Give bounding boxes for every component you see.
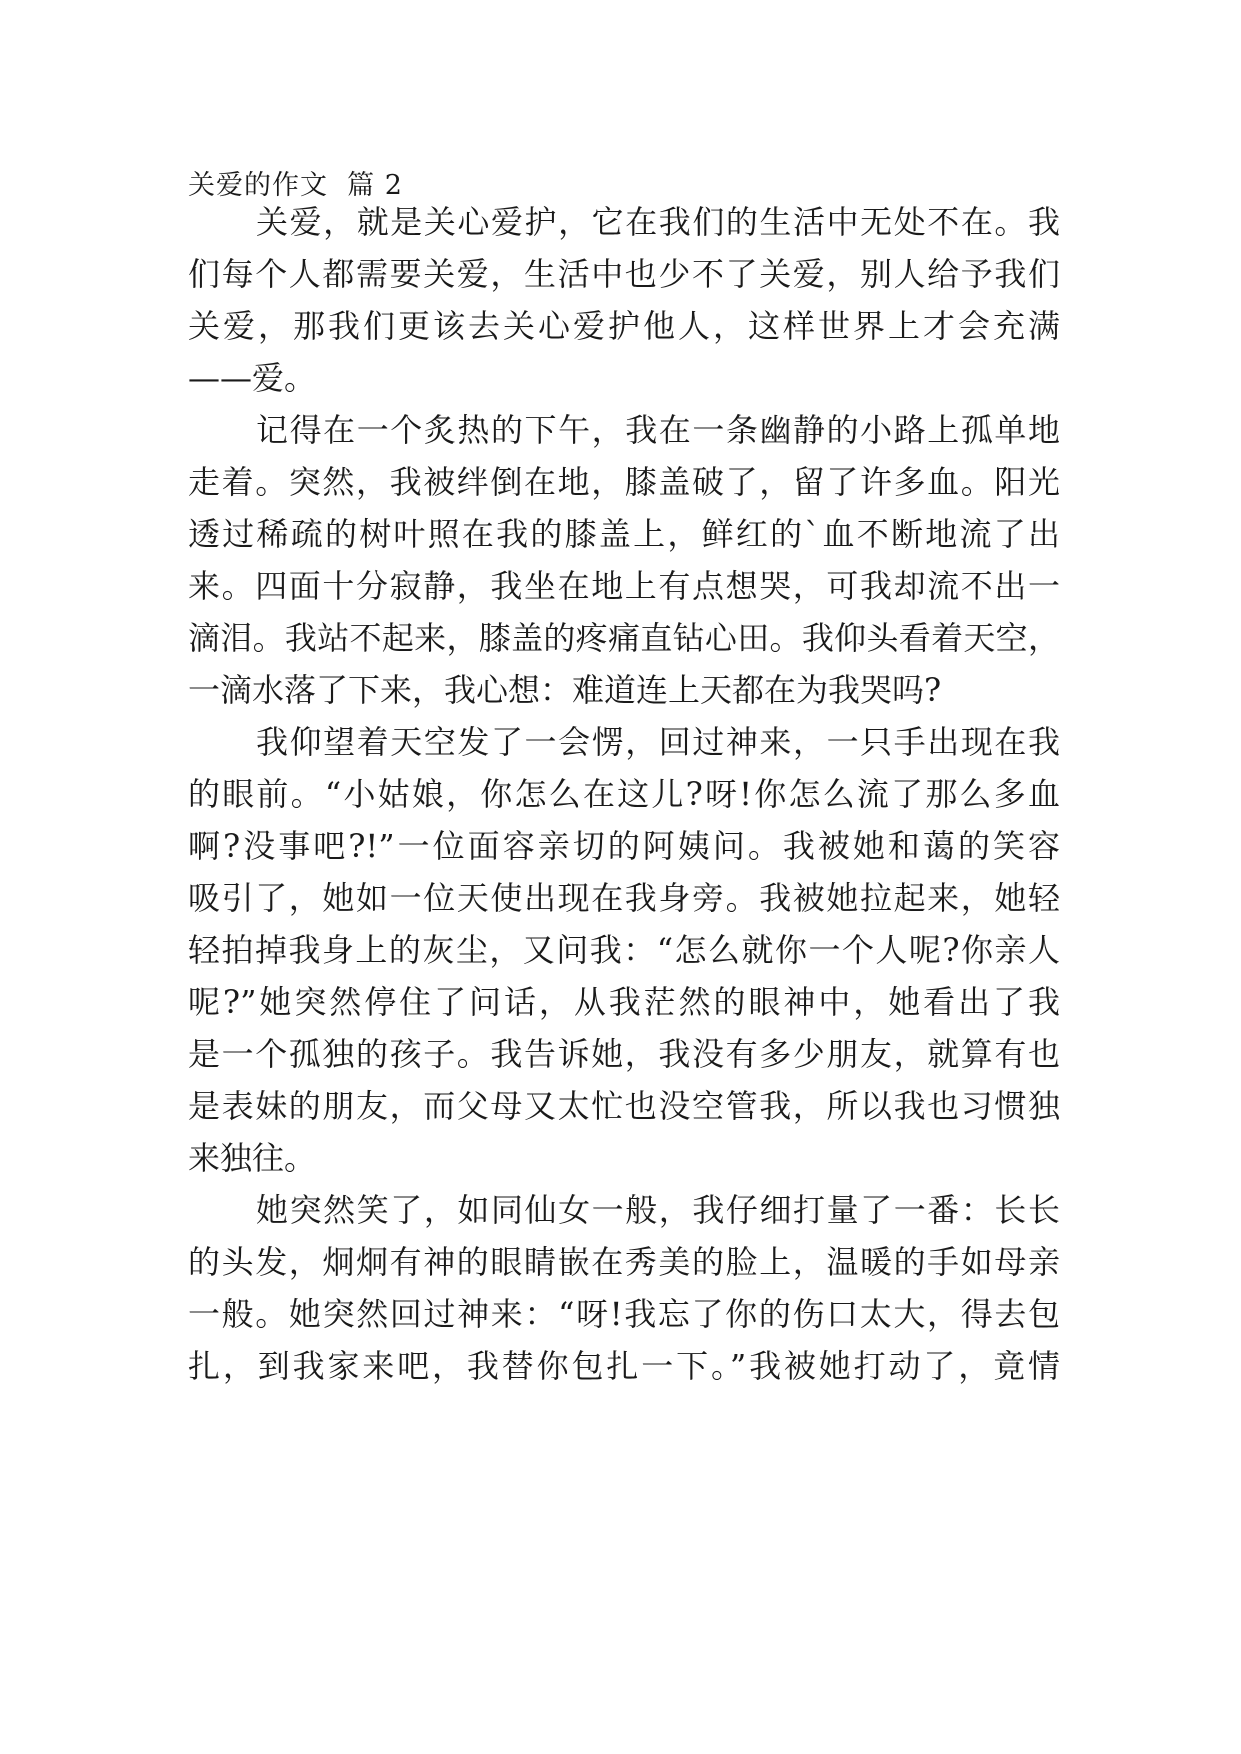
paragraph-line: 啊?没事吧?!”一位面容亲切的阿姨问。我被她和蔼的笑容 bbox=[188, 827, 1060, 865]
paragraph-line: 扎，到我家来吧，我替你包扎一下。”我被她打动了，竟情 bbox=[188, 1347, 1060, 1385]
paragraph-line: 关爱，就是关心爱护，它在我们的生活中无处不在。我 bbox=[256, 203, 1060, 241]
paragraph-line: 一滴水落了下来，我心想：难道连上天都在为我哭吗? bbox=[188, 671, 942, 709]
paragraph-line: 透过稀疏的树叶照在我的膝盖上，鲜红的`血不断地流了出 bbox=[188, 515, 1060, 553]
paragraph-line: 们每个人都需要关爱，生活中也少不了关爱，别人给予我们 bbox=[188, 255, 1060, 293]
paragraph-line: 我仰望着天空发了一会愣，回过神来，一只手出现在我 bbox=[256, 723, 1060, 761]
paragraph-line: 吸引了，她如一位天使出现在我身旁。我被她拉起来，她轻 bbox=[188, 879, 1060, 917]
paragraph-line: 关爱，那我们更该去关心爱护他人，这样世界上才会充满 bbox=[188, 307, 1060, 345]
paragraph-line: 是一个孤独的孩子。我告诉她，我没有多少朋友，就算有也 bbox=[188, 1035, 1060, 1073]
paragraph-line: 轻拍掉我身上的灰尘，又问我：“怎么就你一个人呢?你亲人 bbox=[188, 931, 1060, 969]
paragraph-line: 她突然笑了，如同仙女一般，我仔细打量了一番：长长 bbox=[256, 1191, 1060, 1229]
paragraph-line: 的头发，炯炯有神的眼睛嵌在秀美的脸上，温暖的手如母亲 bbox=[188, 1243, 1060, 1281]
paragraph-line: 走着。突然，我被绊倒在地，膝盖破了，留了许多血。阳光 bbox=[188, 463, 1060, 501]
paragraph-line: 的眼前。“小姑娘，你怎么在这儿?呀!你怎么流了那么多血 bbox=[188, 775, 1060, 813]
paragraph-line: 是表妹的朋友，而父母又太忙也没空管我，所以我也习惯独 bbox=[188, 1087, 1060, 1125]
paragraph-line: 来独往。 bbox=[188, 1139, 317, 1177]
paragraph-line: ——爱。 bbox=[188, 359, 317, 397]
paragraph-line: 滴泪。我站不起来，膝盖的疼痛直钻心田。我仰头看着天空， bbox=[188, 619, 1060, 657]
paragraph-line: 记得在一个炙热的下午，我在一条幽静的小路上孤单地 bbox=[256, 411, 1060, 449]
paragraph-line: 呢?”她突然停住了问话，从我茫然的眼神中，她看出了我 bbox=[188, 983, 1060, 1021]
essay-title: 关爱的作文 篇 2 bbox=[188, 170, 403, 201]
paragraph-line: 来。四面十分寂静，我坐在地上有点想哭，可我却流不出一 bbox=[188, 567, 1060, 605]
paragraph-line: 一般。她突然回过神来：“呀!我忘了你的伤口太大，得去包 bbox=[188, 1295, 1060, 1333]
